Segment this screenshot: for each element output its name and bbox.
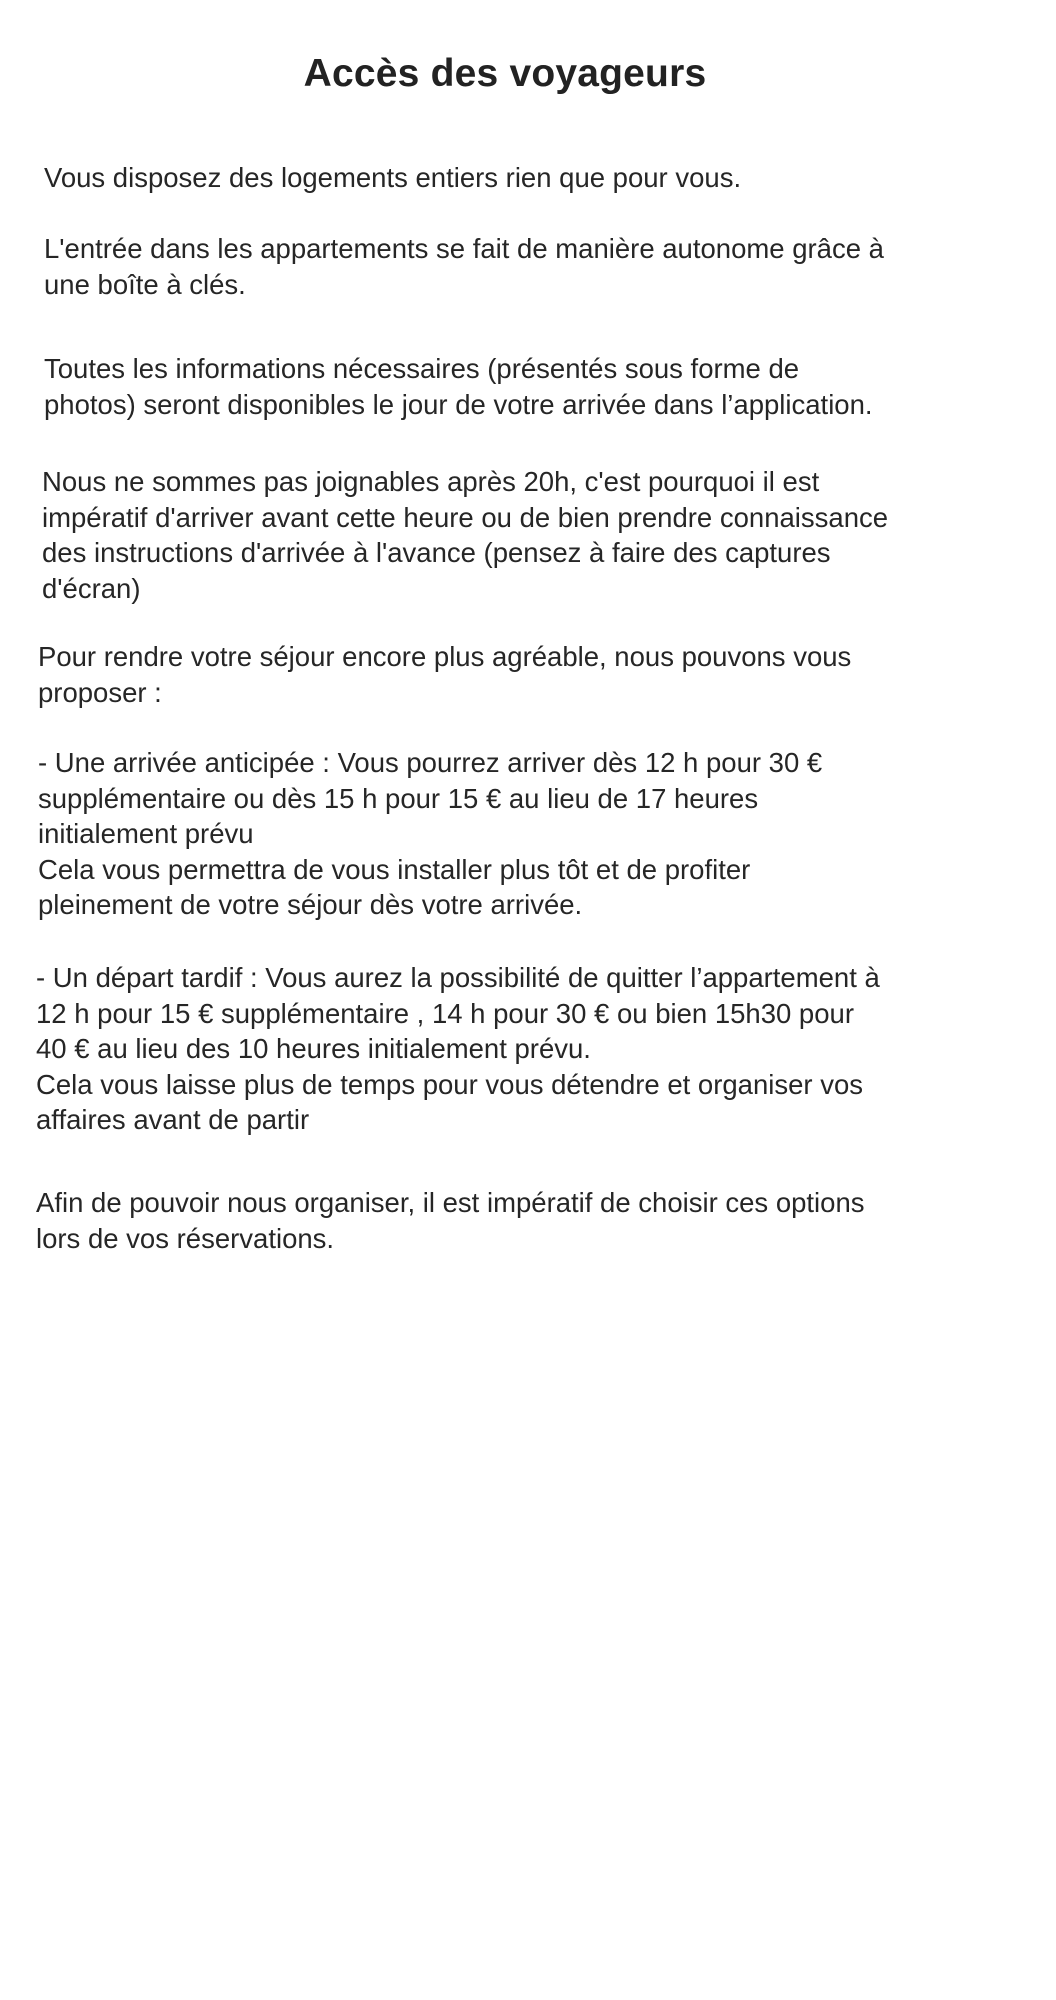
paragraph-booking-requirement [36,1185,865,1256]
paragraph-line: photos) seront disponibles le jour de votre arrivée dans l’application. [44,388,873,420]
page-title: Accès des voyageurs [303,52,707,95]
paragraph-line: Toutes les informations nécessaires (présentés sous forme de [44,353,800,384]
paragraph-line: impératif d'arriver avant cette heure ou de bien prendre connaissance [42,501,889,533]
paragraph-line: d'écran) [42,572,141,604]
paragraph-line: proposer : [38,676,162,708]
paragraph-line: L'entrée dans les appartements se fait de manière autonome grâce à [44,233,884,264]
paragraph-early-arrival [38,745,822,923]
paragraph-line: affaires avant de partir [36,1104,310,1135]
paragraph-line: - Un départ tardif : Vous aurez la possibilité de quitter l’appartement à [36,962,880,993]
paragraph-self-checkin [44,231,884,302]
paragraph-private-lodging [44,160,741,196]
paragraph-line: supplémentaire ou dès 15 h pour 15 € au lieu de 17 heures [38,782,759,814]
paragraph-line: Afin de pouvoir nous organiser, il est impératif de choisir ces options [36,1187,865,1218]
paragraph-line: pleinement de votre séjour dès votre arrivée. [38,889,583,920]
paragraph-line: 40 € au lieu des 10 heures initialement prévu. [36,1033,591,1064]
paragraph-line: lors de vos réservations. [36,1222,335,1254]
paragraph-arrival-time-notice [42,464,888,606]
paragraph-options-intro [38,639,851,710]
paragraph-line: Cela vous permettra de vous installer plus tôt et de profiter [38,853,751,885]
paragraph-late-departure [36,960,880,1138]
paragraph-line: initialement prévu [38,818,254,849]
paragraph-line: des instructions d'arrivée à l'avance (pensez à faire des captures [42,537,831,568]
paragraph-line: - Une arrivée anticipée : Vous pourrez arriver dès 12 h pour 30 € [38,747,823,778]
paragraph-line: une boîte à clés. [44,268,246,300]
paragraph-line: Cela vous laisse plus de temps pour vous détendre et organiser vos [36,1068,863,1100]
paragraph-line: Pour rendre votre séjour encore plus agréable, nous pouvons vous [38,641,852,672]
paragraph-line: 12 h pour 15 € supplémentaire , 14 h pour 30 € ou bien 15h30 pour [36,997,854,1029]
paragraph-line: Vous disposez des logements entiers rien que pour vous. [44,162,742,193]
paragraph-app-info [44,351,873,422]
paragraph-line: Nous ne sommes pas joignables après 20h, c'est pourquoi il est [42,466,820,497]
